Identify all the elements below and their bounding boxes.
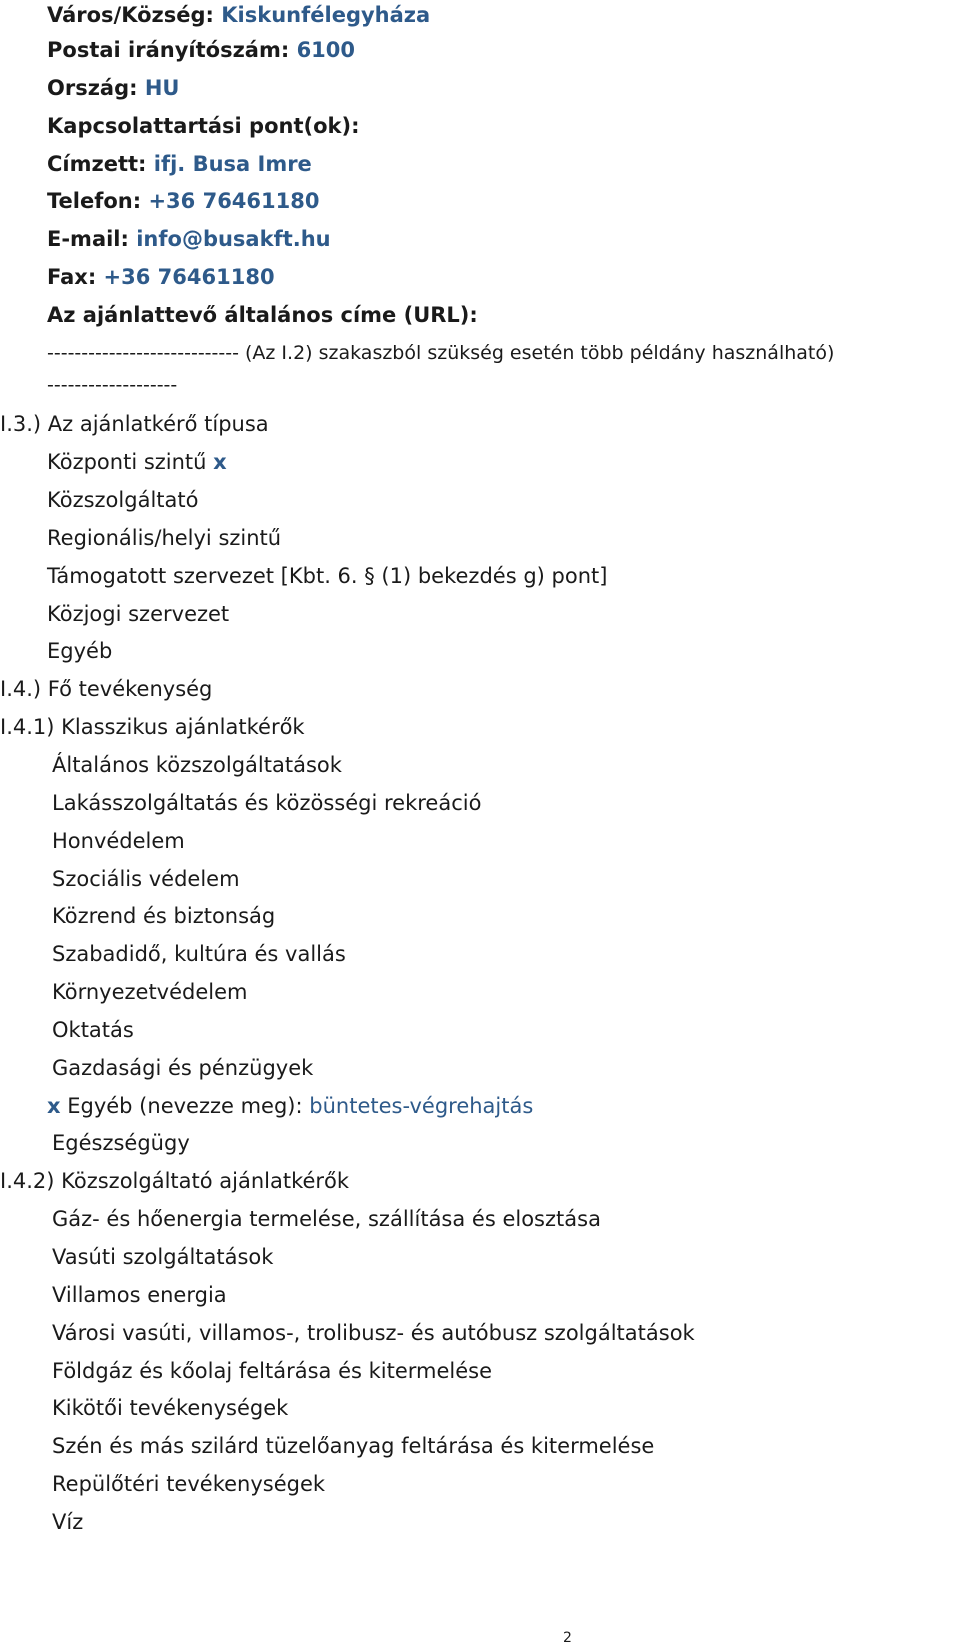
- type-heading: I.3.) Az ajánlatkérő típusa: [0, 412, 269, 436]
- utility-item: Villamos energia: [52, 1283, 227, 1307]
- classic-item: Szabadidő, kultúra és vallás: [52, 942, 346, 966]
- activity-heading: I.4.) Fő tevékenység: [0, 677, 213, 701]
- city-value: Kiskunfélegyháza: [221, 3, 431, 27]
- checked-mark: x: [47, 1094, 61, 1118]
- postal-line: Postai irányítószám: 6100: [47, 38, 356, 62]
- other-option: x Egyéb (nevezze meg): büntetes-végrehajtás: [47, 1094, 534, 1118]
- url-heading: Az ajánlattevő általános címe (URL):: [47, 303, 478, 327]
- fax-value: +36 76461180: [103, 265, 275, 289]
- classic-item: Egészségügy: [52, 1131, 190, 1155]
- classic-item: Szociális védelem: [52, 867, 240, 891]
- classic-item: Honvédelem: [52, 829, 185, 853]
- type-option: Központi szintű x: [47, 450, 227, 474]
- phone-value: +36 76461180: [148, 189, 320, 213]
- type-option: Egyéb: [47, 639, 113, 663]
- utility-item: Gáz- és hőenergia termelése, szállítása és elosztása: [52, 1207, 601, 1231]
- country-line: Ország: HU: [47, 76, 180, 100]
- utility-item: Földgáz és kőolaj feltárása és kitermelése: [52, 1359, 493, 1383]
- recipient-line: Címzett: ifj. Busa Imre: [47, 152, 312, 176]
- dashes-note: ---------------------------- (Az I.2) szakaszból szükség esetén több példány használható): [47, 342, 835, 364]
- dashes-line: -------------------: [47, 374, 178, 396]
- utility-item: Városi vasúti, villamos-, trolibusz- és autóbusz szolgáltatások: [52, 1321, 695, 1345]
- postal-value: 6100: [296, 38, 356, 62]
- country-value: HU: [144, 76, 180, 100]
- utility-item: Kikötői tevékenységek: [52, 1396, 289, 1420]
- classic-item: Általános közszolgáltatások: [52, 753, 342, 777]
- email-line: E-mail: info@busakft.hu: [47, 227, 331, 251]
- contact-points-heading: Kapcsolattartási pont(ok):: [47, 114, 360, 138]
- city-line: Város/Község: Kiskunfélegyháza: [47, 3, 431, 27]
- page-number: 2: [563, 1630, 572, 1646]
- type-option: Közjogi szervezet: [47, 602, 230, 626]
- phone-line: Telefon: +36 76461180: [47, 189, 320, 213]
- classic-item: Gazdasági és pénzügyek: [52, 1056, 314, 1080]
- classic-item: Környezetvédelem: [52, 980, 248, 1004]
- utility-item: Szén és más szilárd tüzelőanyag feltárása és kitermelése: [52, 1434, 655, 1458]
- checked-mark: x: [213, 450, 227, 474]
- recipient-value: ifj. Busa Imre: [153, 152, 312, 176]
- type-option: Támogatott szervezet [Kbt. 6. § (1) bekezdés g) pont]: [47, 564, 608, 588]
- classic-item: Oktatás: [52, 1018, 134, 1042]
- utility-item: Vasúti szolgáltatások: [52, 1245, 274, 1269]
- utility-item: Víz: [52, 1510, 84, 1534]
- type-option: Regionális/helyi szintű: [47, 526, 282, 550]
- classic-item: Lakásszolgáltatás és közösségi rekreáció: [52, 791, 482, 815]
- email-value: info@busakft.hu: [136, 227, 331, 251]
- utility-item: Repülőtéri tevékenységek: [52, 1472, 326, 1496]
- other-value: büntetes-végrehajtás: [309, 1094, 534, 1118]
- type-option: Közszolgáltató: [47, 488, 199, 512]
- fax-line: Fax: +36 76461180: [47, 265, 275, 289]
- utility-heading: I.4.2) Közszolgáltató ajánlatkérők: [0, 1169, 350, 1193]
- classic-item: Közrend és biztonság: [52, 904, 276, 928]
- classic-heading: I.4.1) Klasszikus ajánlatkérők: [0, 715, 305, 739]
